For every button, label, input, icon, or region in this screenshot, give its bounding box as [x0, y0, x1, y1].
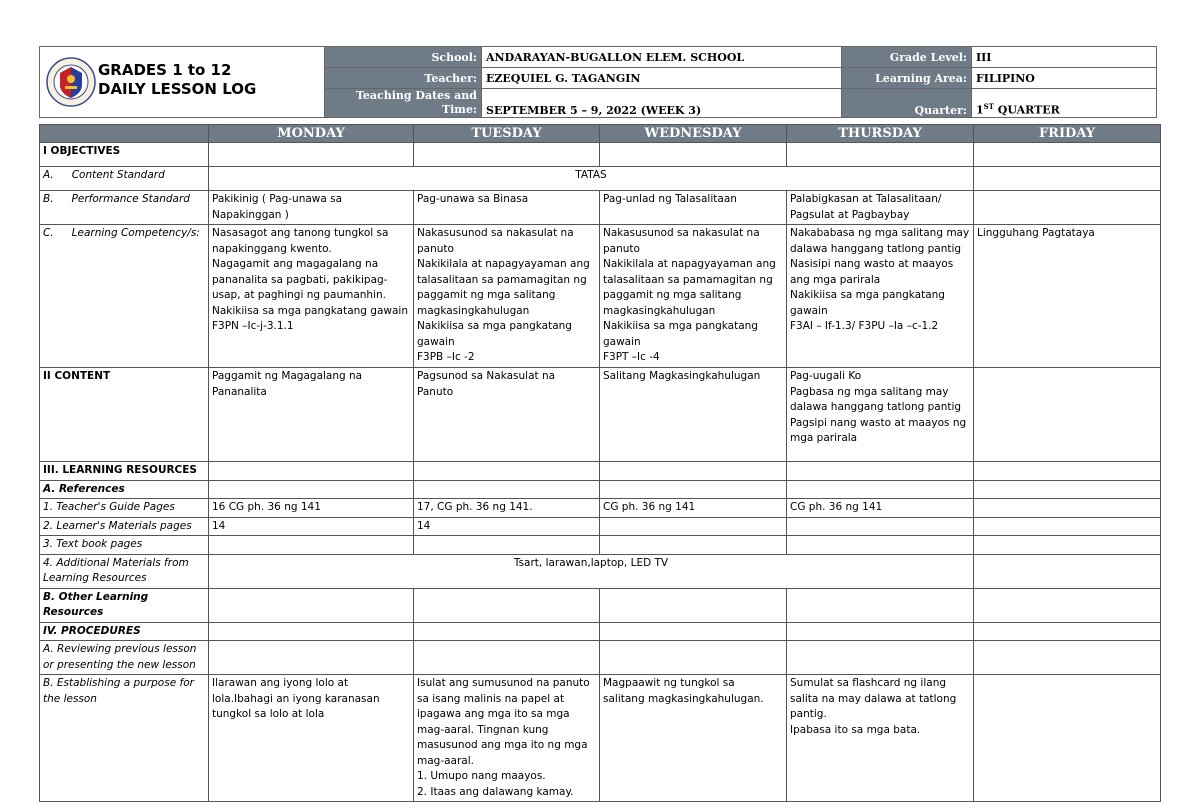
line: Palabigkasan at Talasalitaan/ — [790, 193, 942, 205]
purpose-thursday — [787, 675, 974, 802]
line: Sumulat sa flashcard ng ilang — [790, 677, 947, 689]
line: magkasingkahulugan — [417, 304, 530, 317]
competency-monday — [209, 225, 414, 368]
review-row — [40, 641, 1161, 675]
line: Isulat ang sumusunod na panuto — [417, 677, 590, 689]
cell — [600, 143, 787, 167]
tg-tuesday: 17, CG ph. 36 ng 141. — [414, 499, 600, 518]
dates-label-line-2: Time: — [441, 103, 477, 116]
line: F3AI – If-1.3/ F3PU –Ia –c-1.2 — [790, 320, 939, 332]
resources-row — [40, 462, 1161, 481]
resources-label: III. LEARNING RESOURCES — [40, 462, 209, 481]
review-label — [40, 641, 209, 675]
line: Nakikilala at napagyayaman ang — [603, 258, 776, 270]
line: ipagawa ang mga ito sa mga — [417, 708, 570, 720]
line: Pagbasa ng mga salitang may — [790, 385, 949, 398]
line: Paggamit ng Magagalang na — [212, 370, 363, 382]
line: gawain — [603, 335, 641, 348]
cell — [600, 622, 787, 641]
procedures-row — [40, 622, 1161, 641]
cell — [414, 480, 600, 499]
line: Ipabasa ito sa mga bata. — [790, 723, 921, 736]
line: sa isang malinis na papel at — [417, 692, 565, 705]
cell — [414, 536, 600, 555]
line: Nakasusunod sa nakasulat na — [603, 227, 760, 239]
performance-standard-label — [40, 191, 209, 225]
day-monday: MONDAY — [209, 125, 414, 143]
cell — [600, 536, 787, 555]
objectives-row — [40, 143, 1161, 167]
cell — [974, 480, 1161, 499]
cell — [600, 480, 787, 499]
lm-monday: 14 — [209, 517, 414, 536]
line: masusunod ang mga ito ng mga — [417, 739, 588, 751]
title-line-2: DAILY LESSON LOG — [98, 80, 257, 98]
performance-monday — [209, 191, 414, 225]
cell — [787, 462, 974, 481]
line: Pagsunod sa Nakasulat na — [417, 370, 556, 382]
procedures-label: IV. PROCEDURES — [40, 622, 209, 641]
cell — [974, 191, 1161, 225]
line: talasalitaan sa pamamagitan ng — [417, 273, 587, 286]
other-resources-label: B. Other Learning Resources — [40, 588, 209, 622]
cell — [209, 462, 414, 481]
cell — [414, 622, 600, 641]
cell — [974, 462, 1161, 481]
line: tungkol sa lolo at lola — [212, 708, 325, 720]
line: paggamit ng mga salitang — [417, 289, 556, 301]
cell — [974, 143, 1161, 167]
day-tuesday: TUESDAY — [414, 125, 600, 143]
cell — [209, 143, 414, 167]
school-label: School: — [325, 47, 482, 68]
line: dalawa hanggang tatlong pantig — [790, 242, 962, 255]
line: Nakikiisa sa mga pangkatang — [603, 320, 758, 332]
cell — [209, 536, 414, 555]
competency-wednesday — [600, 225, 787, 368]
line: panuto — [603, 242, 640, 255]
line: talasalitaan sa pamamagitan ng — [603, 273, 773, 286]
dates-label-line-1: Teaching Dates and — [355, 89, 477, 102]
title-line-1: GRADES 1 to 12 — [98, 61, 232, 79]
line: dalawa hanggang tatlong pantig — [790, 401, 962, 413]
line: B. Establishing a purpose for — [43, 677, 194, 689]
teacher-label: Teacher: — [325, 68, 482, 89]
content-row — [40, 368, 1161, 462]
content-tuesday — [414, 368, 600, 462]
cell — [787, 641, 974, 675]
lesson-table — [39, 124, 1161, 802]
line: Napakinggan ) — [212, 208, 289, 221]
line: F3PT –Ic -4 — [603, 351, 660, 363]
content-standard-letter: A. — [43, 169, 54, 181]
content-monday — [209, 368, 414, 462]
objectives-label: I OBJECTIVES — [40, 143, 209, 167]
line: paggamit ng mga salitang — [603, 289, 742, 301]
area-label: Learning Area: — [842, 68, 972, 89]
other-resources-row — [40, 588, 1161, 622]
line: Nakikilala at napagyayaman ang — [417, 258, 590, 270]
line: pantig. — [790, 708, 827, 720]
line: the lesson — [43, 692, 97, 705]
textbook-label: 3. Text book pages — [40, 536, 209, 555]
dates-label — [325, 89, 482, 118]
cell — [414, 588, 600, 622]
quarter-label: Quarter: — [842, 89, 972, 118]
quarter-number: 1 — [976, 104, 984, 117]
quarter-value — [972, 89, 1157, 118]
line: Nakikiisa sa mga pangkatang — [790, 289, 945, 301]
line: Pakikinig ( Pag-unawa sa — [212, 193, 343, 205]
cell — [974, 675, 1161, 802]
performance-text: Performance Standard — [71, 193, 190, 205]
line: salitang magkasingkahulugan. — [603, 692, 764, 705]
content-label: II CONTENT — [40, 368, 209, 462]
textbook-row — [40, 536, 1161, 555]
cell — [414, 641, 600, 675]
line: gawain — [417, 335, 455, 348]
line: Pag-uugali Ko — [790, 370, 862, 382]
header-table — [39, 46, 1157, 118]
line: Nasasagot ang tanong tungkol sa — [212, 227, 389, 239]
additional-materials-row — [40, 554, 1161, 588]
cell — [787, 536, 974, 555]
cell — [209, 622, 414, 641]
cell — [974, 554, 1161, 588]
cell — [414, 143, 600, 167]
competency-thursday — [787, 225, 974, 368]
line: usap, at paghingi ng paumanhin. — [212, 289, 386, 301]
competency-letter: C. — [43, 227, 54, 239]
line: Magpaawit ng tungkol sa — [603, 677, 735, 689]
competency-tuesday — [414, 225, 600, 368]
purpose-tuesday — [414, 675, 600, 802]
references-label: A. References — [40, 480, 209, 499]
line: Pagsipi nang wasto at maayos ng — [790, 416, 967, 429]
performance-tuesday: Pag-unawa sa Binasa — [414, 191, 600, 225]
dates-value: SEPTEMBER 5 – 9, 2022 (WEEK 3) — [482, 89, 842, 118]
line: mag-aaral. Tingnan kung — [417, 723, 549, 736]
line: Panuto — [417, 385, 454, 398]
line: Nakikiisa sa mga pangkatang — [417, 320, 572, 332]
purpose-wednesday — [600, 675, 787, 802]
tg-wednesday: CG ph. 36 ng 141 — [600, 499, 787, 518]
line: Pananalita — [212, 385, 267, 398]
line: 1. Umupo nang maayos. — [417, 770, 546, 782]
performance-standard-row — [40, 191, 1161, 225]
line: or presenting the new lesson — [43, 658, 196, 671]
cell — [787, 480, 974, 499]
line: gawain — [790, 304, 828, 317]
cell — [414, 462, 600, 481]
additional-materials-label — [40, 554, 209, 588]
quarter-suffix: ST — [983, 102, 994, 112]
day-wednesday: WEDNESDAY — [600, 125, 787, 143]
cell — [787, 517, 974, 536]
line: F3PB –Ic -2 — [417, 351, 475, 363]
line: Nakasusunod sa nakasulat na — [417, 227, 574, 239]
cell — [974, 641, 1161, 675]
line: mag-aaral. — [417, 754, 474, 767]
cell — [209, 588, 414, 622]
line: napakinggang kwento. — [212, 242, 332, 255]
performance-letter: B. — [43, 193, 54, 205]
line: Pagsulat at Pagbaybay — [790, 208, 910, 221]
line: magkasingkahulugan — [603, 304, 716, 317]
references-row — [40, 480, 1161, 499]
line: Nakababasa ng mga salitang may — [790, 227, 970, 239]
day-friday: FRIDAY — [974, 125, 1161, 143]
content-thursday — [787, 368, 974, 462]
cell — [974, 167, 1161, 191]
learners-materials-label: 2. Learner's Materials pages — [40, 517, 209, 536]
line: Learning Resources — [43, 572, 147, 584]
competency-text: Learning Competency/s: — [71, 227, 200, 239]
line: Nagagamit ang magagalang na — [212, 258, 379, 270]
line: 2. Itaas ang dalawang kamay. — [417, 785, 574, 798]
content-standard-value: TATAS — [209, 167, 974, 191]
line: lola.Ibahagi an iyong karanasan — [212, 692, 380, 705]
day-thursday: THURSDAY — [787, 125, 974, 143]
cell — [600, 641, 787, 675]
tg-thursday: CG ph. 36 ng 141 — [787, 499, 974, 518]
cell — [600, 517, 787, 536]
day-header-row — [40, 125, 1161, 143]
content-standard-row — [40, 167, 1161, 191]
line: pananalita sa pagbati, pakikipag- — [212, 273, 388, 286]
line: Nakikiisa sa mga pangkatang gawain — [212, 304, 409, 317]
line: mga parirala — [790, 432, 858, 444]
teachers-guide-label: 1. Teacher's Guide Pages — [40, 499, 209, 518]
competency-row — [40, 225, 1161, 368]
line: 4. Additional Materials from — [43, 556, 189, 569]
cell — [209, 641, 414, 675]
line: ang mga parirala — [790, 273, 881, 286]
competency-label — [40, 225, 209, 368]
cell — [974, 536, 1161, 555]
line: F3PN –Ic-j-3.1.1 — [212, 320, 294, 332]
cell — [209, 480, 414, 499]
teacher-value: EZEQUIEL G. TAGANGIN — [482, 68, 842, 89]
line: panuto — [417, 242, 454, 255]
content-standard-text: Content Standard — [71, 169, 165, 181]
cell — [974, 622, 1161, 641]
cell — [600, 462, 787, 481]
purpose-row — [40, 675, 1161, 802]
school-value: ANDARAYAN-BUGALLON ELEM. SCHOOL — [482, 47, 842, 68]
line: salita na may dalawa at tatlong — [790, 692, 957, 705]
day-header-blank — [40, 125, 209, 143]
title-cell — [40, 47, 325, 118]
deped-seal-icon — [46, 57, 96, 107]
competency-friday: Lingguhang Pagtataya — [974, 225, 1161, 368]
tg-monday: 16 CG ph. 36 ng 141 — [209, 499, 414, 518]
cell — [787, 622, 974, 641]
cell — [600, 588, 787, 622]
line: Ilarawan ang iyong lolo at — [212, 677, 349, 689]
additional-materials-value: Tsart, larawan,laptop, LED TV — [209, 554, 974, 588]
learners-materials-row — [40, 517, 1161, 536]
performance-thursday — [787, 191, 974, 225]
area-value: FILIPINO — [972, 68, 1157, 89]
content-standard-label — [40, 167, 209, 191]
grade-label: Grade Level: — [842, 47, 972, 68]
purpose-label — [40, 675, 209, 802]
cell — [974, 499, 1161, 518]
quarter-text: QUARTER — [993, 104, 1060, 117]
purpose-monday — [209, 675, 414, 802]
content-wednesday: Salitang Magkasingkahulugan — [600, 368, 787, 462]
cell — [787, 588, 974, 622]
teachers-guide-row — [40, 499, 1161, 518]
cell — [974, 517, 1161, 536]
line: Nasisipi nang wasto at maayos — [790, 258, 954, 270]
performance-wednesday: Pag-unlad ng Talasalitaan — [600, 191, 787, 225]
cell — [974, 588, 1161, 622]
line: A. Reviewing previous lesson — [43, 643, 197, 655]
cell — [787, 143, 974, 167]
cell — [974, 368, 1161, 462]
grade-value: III — [972, 47, 1157, 68]
lm-tuesday: 14 — [414, 517, 600, 536]
